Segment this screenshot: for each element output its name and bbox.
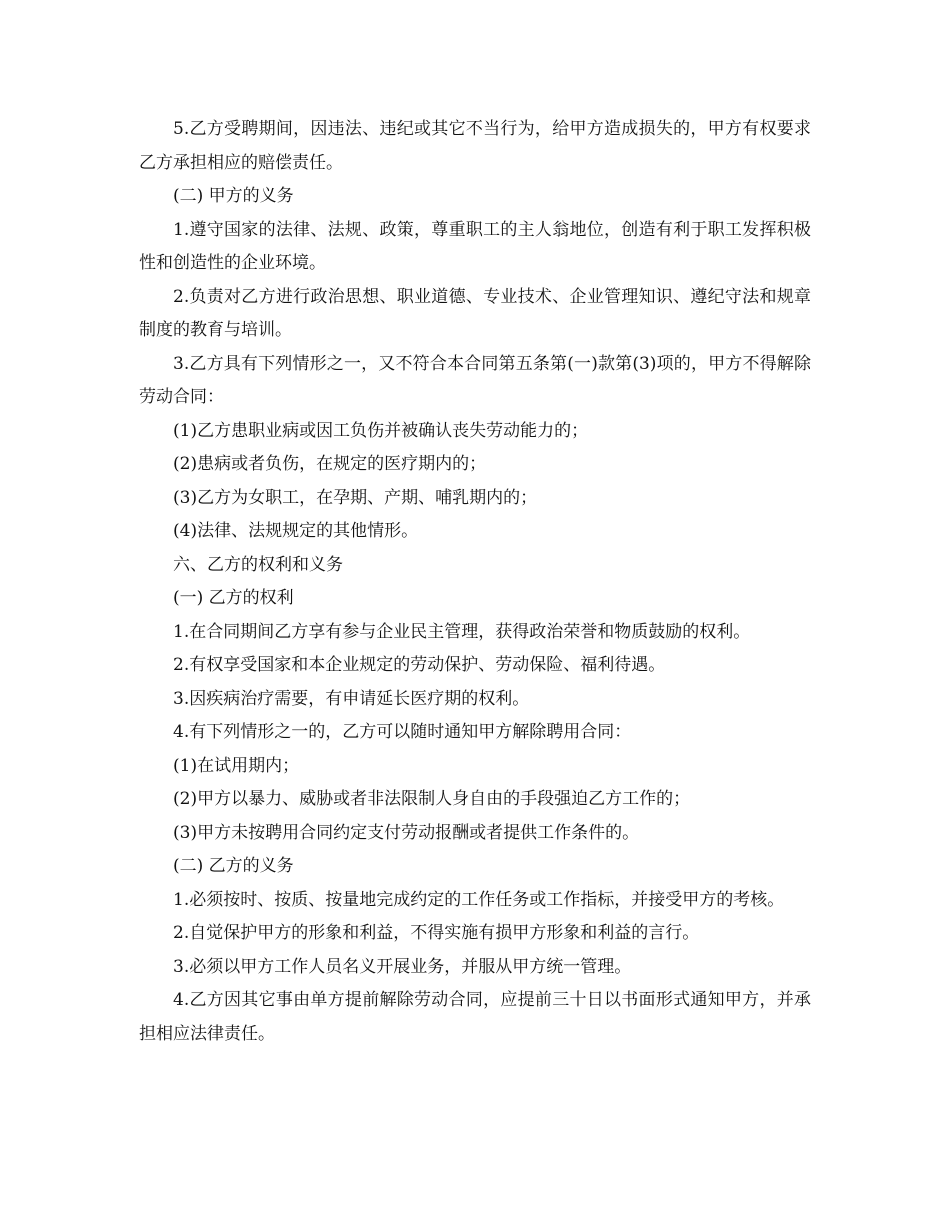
paragraph: 5.乙方受聘期间，因违法、违纪或其它不当行为，给甲方造成损失的，甲方有权要求乙方承担相应的赔偿责任。 (139, 119, 811, 173)
paragraph: 2.负责对乙方进行政治思想、职业道德、专业技术、企业管理知识、遵纪守法和规章制度的教育与培训。 (139, 286, 811, 340)
paragraph: 3.必须以甲方工作人员名义开展业务，并服从甲方统一管理。 (173, 956, 632, 977)
list-item: (1)在试用期内； (173, 755, 300, 776)
list-item: (4)法律、法规规定的其他情形。 (173, 521, 419, 541)
document-body (139, 113, 811, 1051)
paragraph: 1.遵守国家的法律、法规、政策，尊重职工的主人翁地位，创造有利于职工发挥积极性和创造性的企业环境。 (139, 219, 811, 273)
section-heading: 六、乙方的权利和义务 (173, 554, 343, 575)
list-item: (3)乙方为女职工，在孕期、产期、哺乳期内的； (173, 487, 538, 508)
section-heading: (二) 甲方的义务 (173, 186, 294, 206)
paragraph: 1.在合同期间乙方享有参与企业民主管理，获得政治荣誉和物质鼓励的权利。 (173, 621, 751, 642)
paragraph: 2.自觉保护甲方的形象和利益，不得实施有损甲方形象和利益的言行。 (173, 923, 700, 943)
paragraph: 2.有权享受国家和本企业规定的劳动保护、劳动保险、福利待遇。 (173, 655, 666, 675)
list-item: (2)甲方以暴力、威胁或者非法限制人身自由的手段强迫乙方工作的； (173, 789, 691, 809)
section-heading: (一) 乙方的权利 (173, 588, 294, 608)
list-item: (2)患病或者负伤，在规定的医疗期内的； (173, 454, 487, 474)
paragraph: 4.乙方因其它事由单方提前解除劳动合同，应提前三十日以书面形式通知甲方，并承担相应法律责任。 (139, 990, 811, 1044)
list-item: (1)乙方患职业病或因工负伤并被确认丧失劳动能力的； (173, 420, 589, 441)
paragraph: 3.因疾病治疗需要，有申请延长医疗期的权利。 (173, 688, 530, 709)
paragraph: 4.有下列情形之一的，乙方可以随时通知甲方解除聘用合同： (173, 722, 632, 742)
list-item: (3)甲方未按聘用合同约定支付劳动报酬或者提供工作条件的。 (173, 822, 640, 843)
paragraph: 3.乙方具有下列情形之一，又不符合本合同第五条第(一)款第(3)项的，甲方不得解除劳动合同： (139, 353, 811, 407)
paragraph: 1.必须按时、按质、按量地完成约定的工作任务或工作指标，并接受甲方的考核。 (173, 889, 785, 910)
section-heading: (二) 乙方的义务 (173, 856, 294, 876)
